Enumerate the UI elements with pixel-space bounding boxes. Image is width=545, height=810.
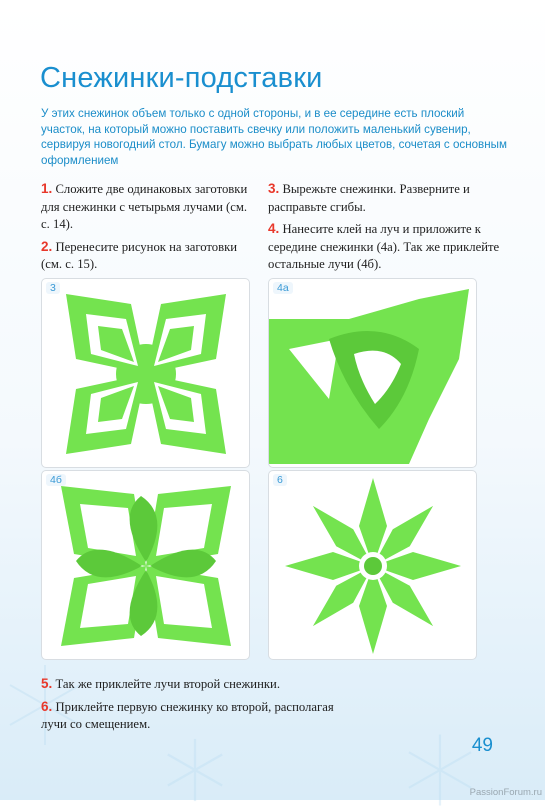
step-text: Сложите две одинаковых заготовки для снежинки с четырьмя лучами (см. с. 14). (41, 182, 248, 231)
snowflake-gluing-image (269, 279, 477, 468)
page-title: Снежинки-подставки (40, 62, 323, 94)
snowflake-flat-image (42, 279, 250, 468)
step-text: Вырежьте снежинки. Разверните и расправьте сгибы. (268, 182, 470, 214)
step-2 (41, 238, 256, 274)
photo-label: 4а (273, 282, 293, 294)
photo-label: 6 (273, 474, 287, 486)
step-3 (268, 180, 511, 216)
snowflake-glued-rays-image (42, 471, 250, 660)
steps-column-right (268, 180, 511, 278)
step-number: 6. (41, 698, 53, 714)
watermark: PassionForum.ru (469, 787, 542, 798)
step-text: Перенесите рисунок на заготовки (см. с. 15). (41, 239, 238, 271)
step-6 (41, 698, 341, 734)
intro-text: У этих снежинок объем только с одной стороны, и в ее середине есть плоский участок, на который можно поставить свечку или положить маленький сувенир, сервируя новогодний стол. Бумагу можно выбрать любых цветов, сочетая с основным оформлением (41, 107, 507, 167)
photo-step-4b (41, 470, 250, 660)
step-number: 2. (41, 238, 53, 254)
step-number: 4. (268, 221, 280, 236)
photo-label: 3 (46, 282, 60, 294)
snowflake-decoration-icon (400, 730, 480, 810)
step-text: Так же приклейте лучи второй снежинки. (55, 677, 281, 691)
step-text: Нанесите клей на луч и приложите к середине снежинки (4а). Так же приклейте остальные лучи (4б). (268, 222, 500, 271)
photo-step-3 (41, 278, 250, 468)
snowflake-decoration-icon (160, 735, 230, 805)
step-5 (41, 675, 341, 694)
steps-bottom (41, 675, 341, 738)
step-1 (41, 180, 256, 234)
page-number: 49 (471, 735, 493, 756)
step-number: 3. (268, 181, 280, 196)
photo-label: 4б (46, 474, 66, 486)
step-number: 1. (41, 181, 53, 196)
photo-step-4a (268, 278, 477, 468)
snowflake-finished-image (269, 471, 477, 660)
steps-column-left (41, 180, 256, 278)
step-text: Приклейте первую снежинку ко второй, располагая лучи со смещением. (41, 699, 334, 731)
step-number: 5. (41, 676, 53, 691)
step-4 (268, 220, 511, 274)
photo-step-6 (268, 470, 477, 660)
